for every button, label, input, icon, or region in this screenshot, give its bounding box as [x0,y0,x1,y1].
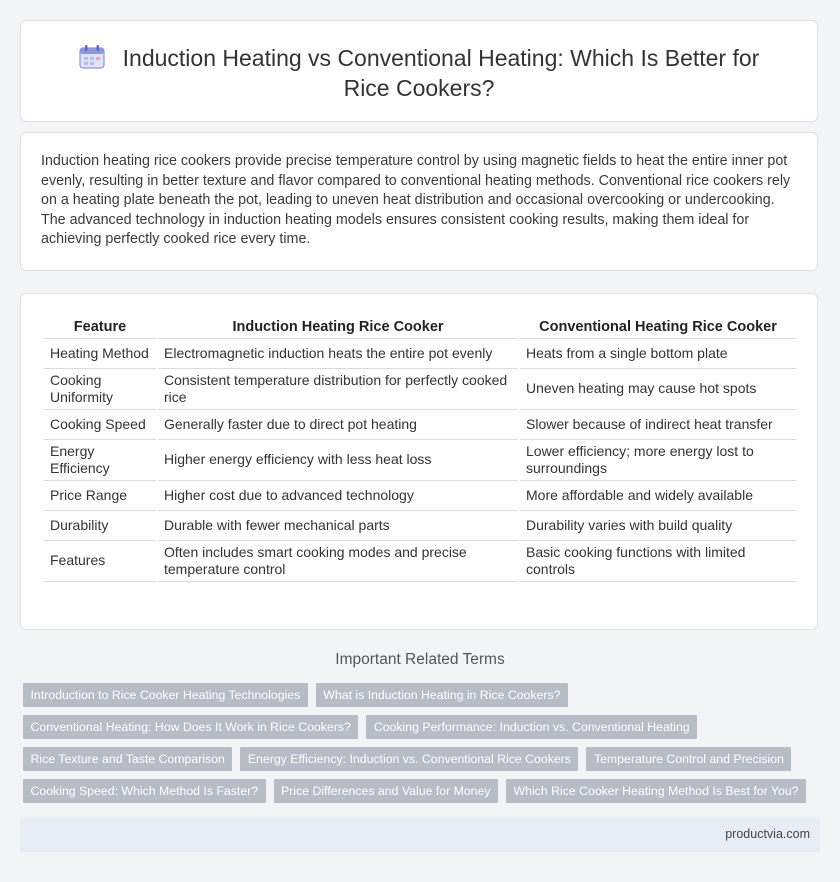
calendar-icon [79,45,105,69]
related-tag[interactable]: Introduction to Rice Cooker Heating Technologies [23,683,308,707]
related-tag[interactable]: Rice Texture and Taste Comparison [23,747,232,771]
row-feature: Features [44,541,156,582]
page-title [61,43,777,103]
related-tags-row-1 [23,683,568,707]
related-tag[interactable]: What is Induction Heating in Rice Cookers? [316,683,568,707]
related-tag[interactable]: Price Differences and Value for Money [274,779,498,803]
table-row [44,410,796,440]
related-tag[interactable]: Temperature Control and Precision [586,747,791,771]
related-terms-heading: Important Related Terms [335,651,505,668]
row-conventional: More affordable and widely available [520,481,796,511]
related-tags-row-3 [23,747,791,771]
related-tag[interactable]: Cooking Performance: Induction vs. Conventional Heating [366,715,697,739]
related-tag[interactable]: Which Rice Cooker Heating Method Is Best for You? [506,779,806,803]
row-feature: Energy Efficiency [44,440,156,481]
row-conventional: Heats from a single bottom plate [520,339,796,369]
footer [20,818,820,852]
related-tags-row-4 [23,779,806,803]
title-line-2: Rice Cookers? [343,75,495,101]
row-induction: Generally faster due to direct pot heating [158,410,518,440]
related-tag[interactable]: Energy Efficiency: Induction vs. Conventional Rice Cookers [240,747,578,771]
row-induction: Higher cost due to advanced technology [158,481,518,511]
header-conventional: Conventional Heating Rice Cooker [520,316,796,339]
row-induction: Durable with fewer mechanical parts [158,511,518,541]
row-conventional: Uneven heating may cause hot spots [520,369,796,410]
table-row [44,541,796,582]
row-conventional: Slower because of indirect heat transfer [520,410,796,440]
title-line-1: Induction Heating vs Conventional Heating: Which Is Better for [122,45,760,71]
related-tag[interactable]: Cooking Speed: Which Method Is Faster? [23,779,266,803]
related-tags-row-2 [23,715,697,739]
row-feature: Cooking Uniformity [44,369,156,410]
row-induction: Higher energy efficiency with less heat loss [158,440,518,481]
row-induction: Electromagnetic induction heats the entire pot evenly [158,339,518,369]
table-row [44,440,796,481]
header-induction: Induction Heating Rice Cooker [158,316,518,339]
table-row [44,339,796,369]
row-feature: Durability [44,511,156,541]
comparison-table [42,316,798,582]
table-header-row [44,316,796,339]
row-induction: Often includes smart cooking modes and precise temperature control [158,541,518,582]
table-row [44,481,796,511]
related-tag[interactable]: Conventional Heating: How Does It Work in Rice Cookers? [23,715,358,739]
table-row [44,511,796,541]
row-conventional: Lower efficiency; more energy lost to surroundings [520,440,796,481]
comparison-table-card [20,293,818,630]
table-row [44,369,796,410]
row-induction: Consistent temperature distribution for perfectly cooked rice [158,369,518,410]
row-feature: Price Range [44,481,156,511]
footer-site-link[interactable]: productvia.com [725,827,810,841]
intro-card [20,132,818,271]
intro-paragraph: Induction heating rice cookers provide precise temperature control by using magnetic fields to heat the entire inner pot evenly, resulting in better texture and flavor compared to conventional heating methods. Conventional rice cookers rely on a heating plate beneath the pot, leading to uneven heat distribution and occasional overcooking or undercooking. The advanced technology in induction heating models ensures consistent cooking results, making them ideal for achieving perfectly cooked rice every time. [41,153,791,248]
row-feature: Cooking Speed [44,410,156,440]
row-conventional: Durability varies with build quality [520,511,796,541]
row-conventional: Basic cooking functions with limited controls [520,541,796,582]
title-card [20,20,818,122]
header-feature: Feature [44,316,156,339]
row-feature: Heating Method [44,339,156,369]
